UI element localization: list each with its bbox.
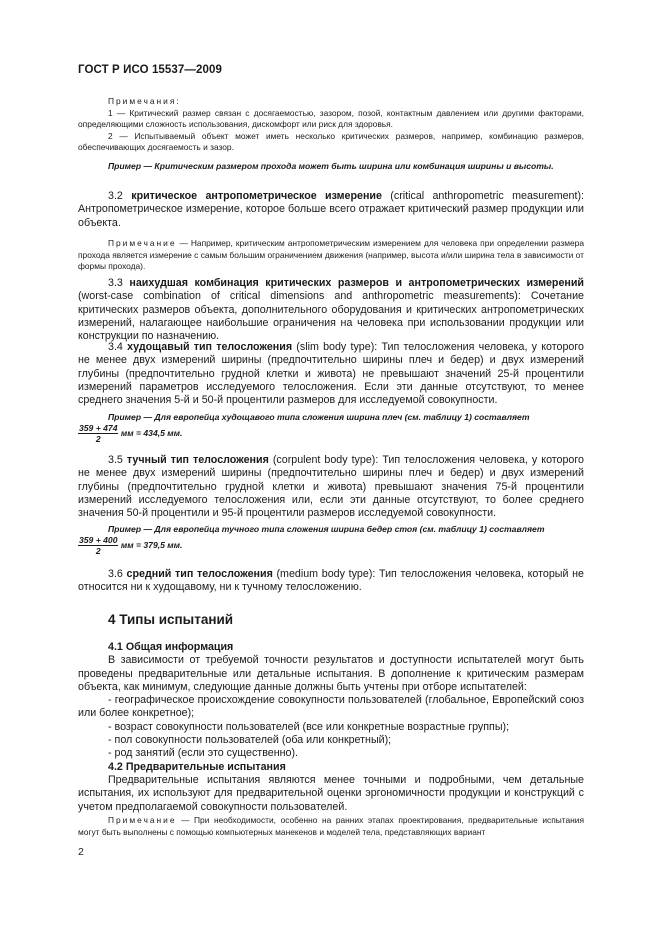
clause-text: (medium body type): Тип телосложения человека, который не относится ни к худощавому, ни к тучному телосложению.: [78, 568, 584, 594]
example-3-4: Пример — Для европейца худощавого типа сложения ширина плеч (см. таблицу 1) составляет: [108, 412, 530, 422]
clause-4-1-heading: 4.1 Общая информация: [108, 641, 234, 653]
note-1: 1 — Критический размер связан с досягаемостью, зазором, позой, контактным давлением или другими факторами, определяющими сложность использования, дискомфорт или риск для здоровья.: [78, 107, 584, 130]
clause-3-6: [78, 568, 584, 595]
notes-title: Примечания:: [108, 96, 181, 106]
list-item: - географическое происхождение совокупности пользователей (глобальное, Европейский союз или более конкретное);: [78, 694, 584, 720]
fraction-numerator: 359 + 474: [79, 423, 118, 433]
fraction: [78, 535, 118, 556]
clause-number: 3.5: [108, 454, 123, 466]
document-header: ГОСТ Р ИСО 15537—2009: [78, 64, 223, 76]
clause-number: 3.6: [108, 568, 123, 580]
clause-term: наихудшая комбинация критических размеров и антропометрических измерений: [129, 277, 584, 289]
note-2: 2 — Испытываемый объект может иметь несколько критических размеров, например, комбинацию размеров, обеспечивающих досягаемость и зазор.: [78, 130, 584, 153]
clause-term: худощавый тип телосложения: [127, 341, 293, 353]
note-3-2: [78, 238, 584, 273]
note-label: Примечание: [108, 815, 177, 825]
clause-number: 3.3: [108, 277, 123, 289]
section-4-heading: 4 Типы испытаний: [108, 612, 234, 627]
note-label: Примечание: [108, 238, 177, 248]
fraction: [78, 423, 118, 444]
note-text: — Например, критическим антропометрическим измерением для человека при определении размера прохода является измерение с самым большим ограничением движения (например, высота и/или ширина тела в зависимости от формы прохода).: [78, 238, 584, 272]
formula-3-5: [78, 535, 584, 556]
note-4-2: [78, 815, 584, 838]
formula-3-4: [78, 423, 584, 444]
clause-3-2: [78, 190, 584, 230]
clause-4-1-paragraph: В зависимости от требуемой точности результатов и доступности испытателей могут быть проведены предварительные или детальные испытания. В дополнение к критическим размерам объекта, как минимум, следующие данные должны быть учтены при отборе испытателей:: [78, 654, 584, 693]
fraction-denominator: 2: [95, 434, 101, 444]
clause-term: критическое антропометрическое измерение: [131, 190, 382, 202]
clause-4-2-paragraph: Предварительные испытания являются менее точными и подробными, чем детальные испытания, их используют для предварительной оценки эргономичности продукции и конструкций с учетом предполагаемой совокупности пользователей.: [78, 773, 584, 813]
list-item: - возраст совокупности пользователей (все или конкретные возрастные группы);: [108, 720, 510, 733]
list-item: - пол совокупности пользователей (оба или конкретный);: [108, 734, 392, 747]
clause-term: средний тип телосложения: [126, 568, 273, 580]
clause-text: (critical anthropometric measurement): Антропометрическое измерение, которое больше всего отражает критический размер продукции или объекта.: [78, 190, 584, 229]
fraction-numerator: 359 + 400: [79, 535, 118, 545]
clause-4-2-heading: 4.2 Предварительные испытания: [108, 760, 286, 773]
page-number: 2: [78, 846, 84, 858]
clause-text: (slim body type): Тип телосложения человека, у которого не менее двух измерений ширины (предпочтительно ширины плеч и бедер) и двух измерений глубины (предпочтительно грудной клетки и живота) не превышают значений 25-й процентили измерений параметров исследуемого телосложения. Если эти данные отсутствуют, то менее среднего значения 5-й и 50-й процентили размеров для исследуемой совокупности.: [78, 341, 584, 407]
clause-text: (corpulent body type): Тип телосложения человека, у которого не менее двух измерений ширины (предпочтительно ширины плеч и бедер) и двух измерений глубины (предпочтительно грудной клетки и живота) превышают значения 75-й процентили измерений исследуемого телосложения или, если эти данные отсутствуют, то более среднего значения 50-й процентили и 95-й процентили размеров исследуемой совокупности.: [78, 454, 584, 520]
list-item: - род занятий (если это существенно).: [108, 747, 298, 760]
formula-result: мм = 434,5 мм.: [120, 427, 183, 438]
notes-block: [78, 96, 584, 154]
clause-text: (worst-case combination of critical dimensions and anthropometric measurements): Сочетание критических размеров объекта, дополнительного оборудования и критических антропометрических измерений, налагающее наибольшие ограничения на человека при использовании продукции или конструкции по назначению.: [78, 290, 584, 343]
clause-3-5: [78, 454, 584, 520]
clause-3-4: [78, 341, 584, 407]
clause-4-1: [78, 641, 584, 814]
clause-number: 3.2: [108, 190, 123, 202]
formula-result: мм = 379,5 мм.: [120, 539, 183, 550]
clause-3-3: [78, 277, 584, 343]
fraction-denominator: 2: [95, 546, 101, 556]
example-3-5: Пример — Для европейца тучного типа сложения ширина бедер стоя (см. таблицу 1) составляет: [108, 524, 545, 534]
clause-number: 3.4: [108, 341, 123, 353]
example-1: Пример — Критическим размером прохода может быть ширина или комбинация ширины и высоты.: [108, 161, 554, 171]
note-text: — При необходимости, особенно на ранних этапах проектирования, предварительные испытания могут быть выполнены с помощью компьютерных манекенов и моделей тела, представляющих вариант: [78, 815, 584, 837]
clause-term: тучный тип телосложения: [126, 454, 269, 466]
